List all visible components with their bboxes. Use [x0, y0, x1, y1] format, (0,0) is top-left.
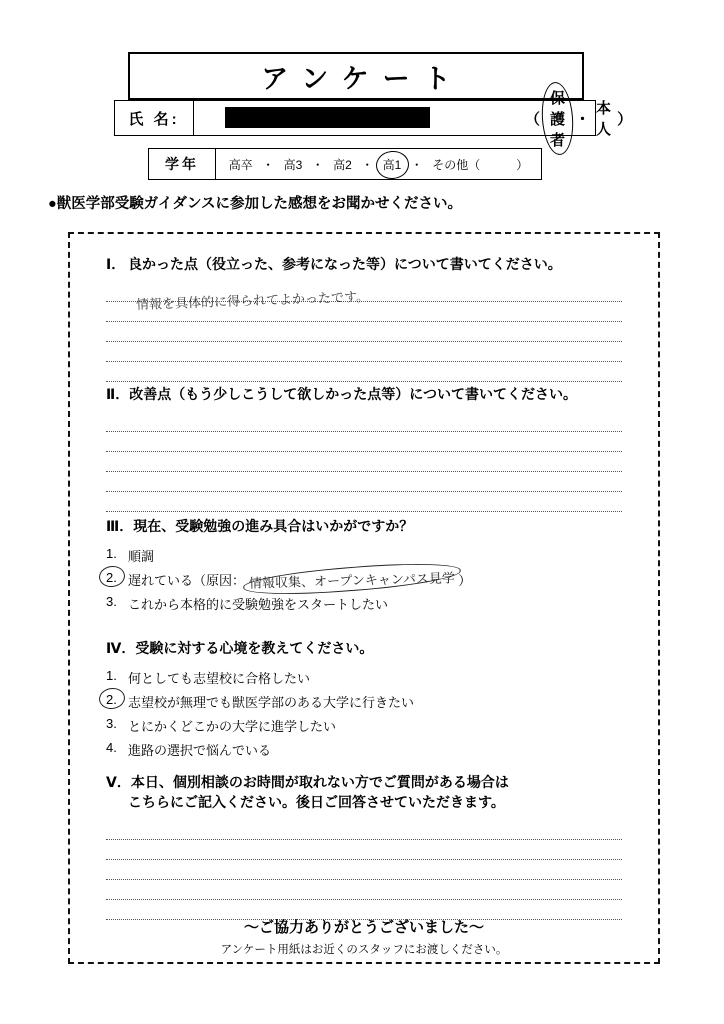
question-3-option-1[interactable]: [106, 543, 622, 567]
option-marker: 4.: [106, 739, 117, 755]
answer-line[interactable]: [106, 342, 622, 362]
question-4: [106, 638, 622, 761]
question-3: [106, 516, 622, 615]
question-1-text: 良かった点（役立った、参考になった等）について書いてください。: [128, 256, 562, 272]
question-3-heading: [106, 516, 622, 536]
name-redaction-bar: [225, 107, 430, 128]
option-label: これから本格的に受験勉強をスタートしたい: [128, 596, 389, 612]
option-marker: 3.: [106, 593, 117, 609]
question-3-text: 現在、受験勉強の進み具合はいかがですか？: [133, 518, 414, 534]
page-title: アンケート: [261, 63, 465, 95]
question-5-heading-line2: [106, 792, 622, 812]
respondent-type-guardian[interactable]: 保護者: [546, 86, 569, 151]
answer-line[interactable]: [106, 472, 622, 492]
option-marker: 3.: [106, 715, 117, 731]
answer-line[interactable]: [106, 412, 622, 432]
option-label: 順調: [128, 548, 155, 564]
grade-options: [216, 156, 541, 173]
question-4-heading: [106, 638, 622, 658]
option-label-tail: ）: [458, 572, 472, 588]
question-1: [106, 254, 622, 382]
question-5-text: 本日、個別相談のお時間が取れない方でご質問がある場合は: [130, 774, 509, 790]
question-2-number: Ⅱ．: [106, 386, 130, 402]
grade-option-other[interactable]: その他（ ）: [432, 157, 529, 172]
question-3-options: [106, 543, 622, 615]
question-4-options: [106, 665, 622, 761]
answer-line[interactable]: [106, 362, 622, 382]
grade-label: 学年: [149, 149, 216, 179]
respondent-type-group: [525, 89, 633, 149]
form-title-box: [128, 52, 584, 100]
paren-close: ）: [617, 110, 633, 128]
question-3-option-2[interactable]: [106, 567, 622, 591]
answer-line[interactable]: [106, 432, 622, 452]
grade-dot-3: ・: [410, 157, 423, 172]
paren-open: （: [525, 110, 541, 128]
question-5-text-2: こちらにご記入ください。後日ご回答させていただきます。: [128, 794, 505, 810]
option-label: 進路の選択で悩んでいる: [128, 742, 272, 758]
footer: [70, 916, 658, 957]
option-marker: 2.: [106, 569, 117, 585]
option-label: 遅れている（原因：: [128, 572, 246, 588]
footer-note: アンケート用紙はお近くのスタッフにお渡しください。: [220, 944, 508, 956]
option-label: 何としても志望校に合格したい: [128, 670, 311, 686]
question-2: [106, 384, 622, 512]
grade-option-0[interactable]: 高卒: [228, 157, 253, 172]
option-marker: 1.: [106, 667, 117, 683]
answers-frame: [68, 232, 660, 964]
grade-row: [148, 148, 542, 180]
question-1-number: Ⅰ．: [106, 256, 126, 272]
grade-dot-2: ・: [361, 157, 374, 172]
question-3-number: Ⅲ．: [106, 518, 134, 534]
question-4-option-1[interactable]: [106, 665, 622, 689]
question-3-option-3[interactable]: [106, 591, 622, 615]
footer-thanks: ～ご協力ありがとうございました～: [243, 919, 484, 936]
answer-line[interactable]: [106, 840, 622, 860]
grade-option-1[interactable]: 高3: [283, 157, 303, 172]
answer-line[interactable]: [106, 880, 622, 900]
question-1-handwritten-answer: 情報を具体的に得られてよかったです。: [135, 289, 370, 314]
name-label: 氏 名:: [115, 101, 194, 135]
question-5-number: Ⅴ．: [106, 774, 131, 790]
grade-dot-1: ・: [311, 157, 324, 172]
question-4-option-2[interactable]: [106, 689, 622, 713]
answer-line[interactable]: [106, 860, 622, 880]
option-label: 志望校が無理でも獣医学部のある大学に行きたい: [128, 694, 415, 710]
question-5: [106, 772, 622, 920]
question-1-heading: [106, 254, 622, 274]
option-label: とにかくどこかの大学に進学したい: [128, 718, 337, 734]
question-5-heading: [106, 772, 622, 792]
grade-option-3[interactable]: 高1: [382, 157, 402, 172]
question-2-text: 改善点（もう少しこうして欲しかった点等）について書いてください。: [129, 386, 577, 402]
grade-dot-0: ・: [262, 157, 275, 172]
answer-line[interactable]: [106, 820, 622, 840]
question-4-text: 受験に対する心境を教えてください。: [135, 640, 374, 656]
question-4-option-3[interactable]: [106, 713, 622, 737]
question-2-heading: [106, 384, 622, 404]
grade-option-2[interactable]: 高2: [333, 157, 352, 172]
answer-line[interactable]: [106, 322, 622, 342]
respondent-separator: ・: [575, 110, 591, 128]
respondent-type-self[interactable]: 本人: [596, 100, 612, 138]
answer-line[interactable]: [106, 492, 622, 512]
question-4-number: Ⅳ．: [106, 640, 136, 656]
name-row: [114, 89, 633, 149]
answer-line[interactable]: [106, 452, 622, 472]
question-2-answer-lines[interactable]: [106, 412, 622, 512]
option-marker: 2.: [106, 691, 117, 707]
option-marker: 1.: [106, 545, 117, 561]
section-prompt: ●獣医学部受験ガイダンスに参加した感想をお聞かせください。: [48, 196, 463, 212]
question-4-option-4[interactable]: [106, 737, 622, 761]
question-3-handwritten-reason: 情報収集、オープンキャンパス見学: [248, 567, 454, 591]
question-5-answer-lines[interactable]: [106, 820, 622, 920]
